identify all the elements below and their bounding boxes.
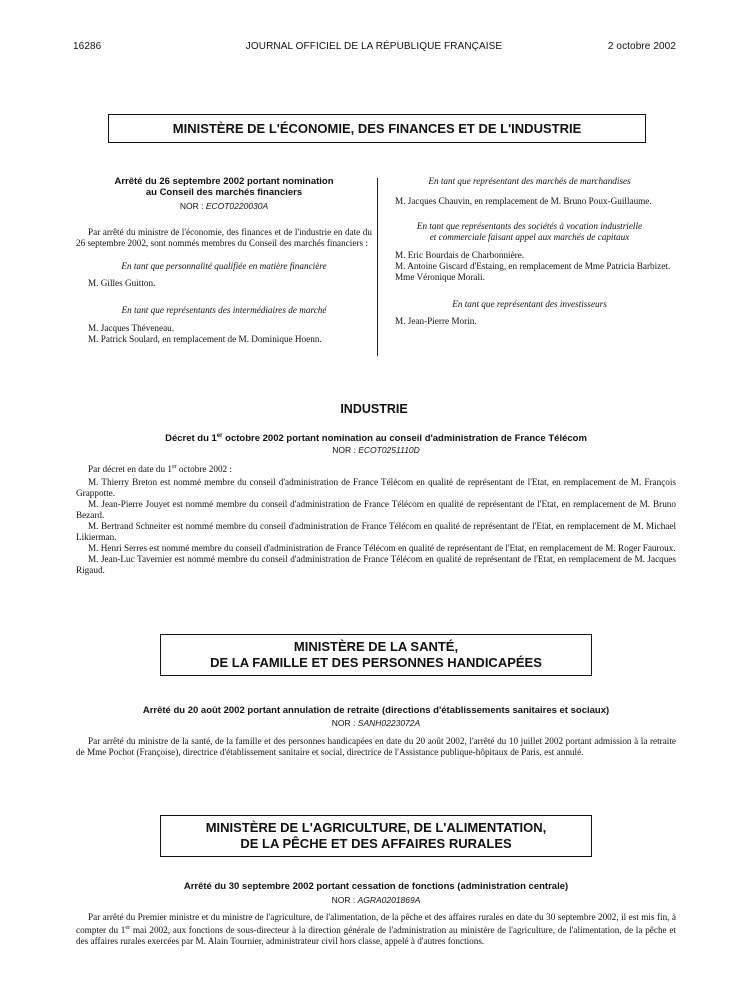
member-entry: M. Gilles Guitton. xyxy=(88,278,156,288)
arrete-title: Arrêté du 20 août 2002 portant annulation de retraite (directions d'établissements sanitaires et sociaux) xyxy=(142,705,610,716)
ministry-heading xyxy=(160,815,592,857)
nor-label: NOR : xyxy=(331,895,356,905)
body-text: Par arrêté du Premier ministre et du ministre de l'agriculture, de l'alimentation, de la pêche et des affaires rurales en date du 30 septembre 2002, il est mis fin, à compter du 1 xyxy=(76,912,676,936)
nor-reference xyxy=(76,718,676,728)
ministry-title-line: DE LA FAMILLE ET DES PERSONNES HANDICAPÉES xyxy=(210,655,542,670)
intro-text: octobre 2002 : xyxy=(176,464,232,475)
ministry-heading xyxy=(160,634,592,676)
nomination-item: M. Jean-Pierre Jouyet est nommé membre du conseil d'administration de France Télécom en qualité de représentant de l'Etat, en remplacement de M. Bruno Bezard. xyxy=(76,499,676,521)
ministry-heading xyxy=(108,114,646,143)
member-entry: M. Eric Bourdais de Charbonnière. xyxy=(395,250,525,260)
journal-title: JOURNAL OFFICIEL DE LA RÉPUBLIQUE FRANÇAISE xyxy=(245,41,503,52)
ministry-title-line: MINISTÈRE DE LA SANTÉ, xyxy=(293,639,459,654)
ministry-title: MINISTÈRE DE L'ÉCONOMIE, DES FINANCES ET DE L'INDUSTRIE xyxy=(172,121,582,136)
superscript: er xyxy=(171,464,177,470)
decret-title-text: octobre 2002 portant nomination au conseil d'administration de France Télécom xyxy=(222,433,587,445)
section-title-industrie: INDUSTRIE xyxy=(340,402,408,416)
section-heading: En tant que représentant des marchés de marchandises xyxy=(428,176,631,186)
member-entry: M. Patrick Soulard, en remplacement de M. Dominique Hoenn. xyxy=(88,334,322,344)
nor-code: AGRA0201869A xyxy=(357,895,421,905)
section-heading: En tant que représentants des intermédiaires de marché xyxy=(121,305,327,315)
header-date: 2 octobre 2002 xyxy=(607,41,676,52)
nomination-item: M. Bertrand Schneiter est nommé membre du conseil d'administration de France Télécom en qualité de représentant de l'Etat, en remplacement de M. Michael Likierman. xyxy=(76,521,676,543)
nomination-item: M. Henri Serres est nommé membre du conseil d'administration de France Télécom en qualité de représentant de l'Etat, en remplacement de M. Roger Fauroux. xyxy=(88,543,676,554)
paragraph xyxy=(76,462,676,475)
nor-code: ECOT0220030A xyxy=(205,201,269,211)
nor-reference xyxy=(76,895,676,905)
intro-text: Par décret en date du 1 xyxy=(88,464,172,475)
member-entry: M. Antoine Giscard d'Estaing, en remplacement de Mme Patricia Barbizet. xyxy=(395,261,671,271)
arrete-title-line: au Conseil des marchés financiers xyxy=(145,187,303,198)
arrete-right-column xyxy=(383,176,676,327)
section-heading xyxy=(383,221,676,243)
decret-title xyxy=(76,431,676,444)
nor-label: NOR : xyxy=(331,718,356,728)
decret-title-text: Décret du 1 xyxy=(165,433,217,445)
member-entry: M. Jean-Pierre Morin. xyxy=(395,316,477,326)
paragraph xyxy=(76,912,676,947)
body-text: mai 2002, aux fonctions de sous-directeur à la direction générale de l'administration au ministère de l'agriculture, de l'alimentation, de la pêche et des affaires rurales exercées par M. Alain Tournier, administrateur civil hors classe, appelé à d'autres fonctions. xyxy=(76,925,676,947)
nor-code: SANH0223072A xyxy=(357,718,421,728)
section-heading-line: En tant que représentants des sociétés à vocation industrielle xyxy=(416,221,643,231)
section-heading-line: et commerciale faisant appel aux marchés de capitaux xyxy=(429,232,630,242)
decret-body xyxy=(76,462,676,576)
arrete-title xyxy=(76,176,372,198)
nor-reference xyxy=(76,445,676,455)
arrete-title: Arrêté du 30 septembre 2002 portant cessation de fonctions (administration centrale) xyxy=(183,881,569,892)
arrete-title-line: Arrêté du 26 septembre 2002 portant nomination xyxy=(114,176,334,187)
paragraph: Par arrêté du ministre de l'économie, des finances et de l'industrie en date du 26 septembre 2002, sont nommés membres du Conseil des marchés financiers : xyxy=(76,227,372,248)
nor-label: NOR : xyxy=(179,201,204,211)
section-heading: En tant que personnalité qualifiée en matière financière xyxy=(121,261,327,271)
ministry-title-line: DE LA PÊCHE ET DES AFFAIRES RURALES xyxy=(240,836,512,851)
paragraph: Par arrêté du ministre de la santé, de la famille et des personnes handicapées en date du 20 août 2002, l'arrêté du 10 juillet 2002 portant admission à la retraite de Mme Pochot (Françoise), directrice d'établissement sanitaire et social, directrice de l'Assistance publique-hôpitaux de Paris, est annulé. xyxy=(76,736,676,757)
page-number: 16286 xyxy=(73,41,102,52)
member-entry: M. Jacques Chauvin, en remplacement de M. Bruno Poux-Guillaume. xyxy=(395,196,652,206)
superscript: er xyxy=(125,925,131,931)
nomination-item: M. Jean-Luc Tavernier est nommé membre du conseil d'administration de France Télécom en qualité de représentant de l'Etat, en remplacement de M. Jacques Rigaud. xyxy=(76,554,676,576)
ministry-title-line: MINISTÈRE DE L'AGRICULTURE, DE L'ALIMENTATION, xyxy=(205,820,547,835)
nor-label: NOR : xyxy=(332,445,356,455)
column-divider xyxy=(377,178,378,356)
arrete-left-column xyxy=(76,176,372,345)
nor-code: ECOT0251110D xyxy=(358,445,420,455)
member-entry: Mme Véronique Morali. xyxy=(395,272,485,282)
nor-reference xyxy=(76,201,372,211)
member-entry: M. Jacques Théveneau. xyxy=(88,323,175,333)
section-heading: En tant que représentant des investisseurs xyxy=(452,299,607,309)
nomination-item: M. Thierry Breton est nommé membre du conseil d'administration de France Télécom en qualité de représentant de l'Etat, en remplacement de M. François Grappotte. xyxy=(76,477,676,499)
superscript: er xyxy=(216,433,223,439)
